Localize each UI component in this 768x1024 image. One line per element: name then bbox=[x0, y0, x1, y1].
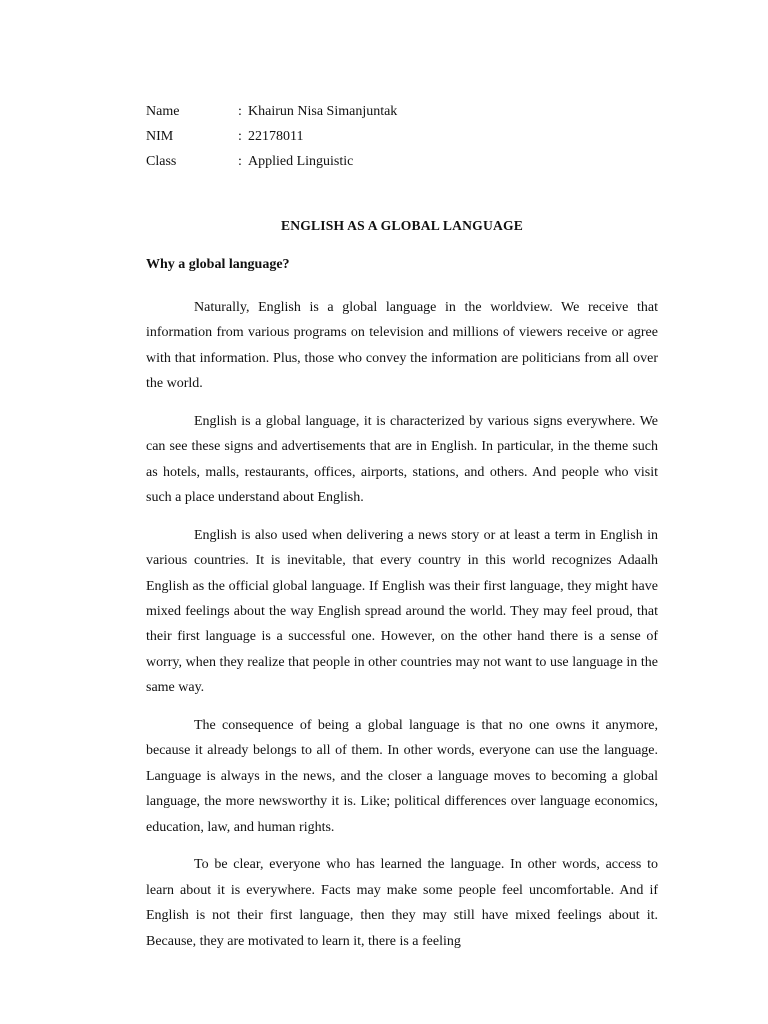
name-separator: : bbox=[238, 104, 242, 119]
paragraph-3: English is also used when delivering a news story or at least a term in English in various countries. It is inevitable, that every country in this world recognizes Adaalh English as the official global language. If English was their first language, they might have mixed feelings about the way English spread around the world. They may feel proud, that their first language is a successful one. However, on the other hand there is a sense of worry, when they realize that people in other countries may not want to use language in the same way. bbox=[146, 527, 658, 696]
name-value: Khairun Nisa Simanjuntak bbox=[248, 104, 398, 119]
class-separator: : bbox=[238, 154, 242, 169]
document-title: ENGLISH AS A GLOBAL LANGUAGE bbox=[280, 218, 524, 233]
class-label: Class bbox=[146, 154, 177, 169]
name-row bbox=[146, 102, 397, 127]
class-value: Applied Linguistic bbox=[248, 154, 354, 169]
nim-value: 22178011 bbox=[248, 129, 304, 144]
nim-row bbox=[146, 127, 397, 152]
paragraph-1: Naturally, English is a global language in the worldview. We receive that information from various programs on television and millions of viewers receive or agree with that information. Plus, those who convey the information are politicians from all over the world. bbox=[146, 300, 658, 392]
paragraph-2: English is a global language, it is characterized by various signs everywhere. We can see these signs and advertisements that are in English. In particular, in the theme such as hotels, malls, restaurants, offices, airports, stations, and others. And people who visit such a place understand about English. bbox=[146, 413, 658, 506]
paragraph-5: To be clear, everyone who has learned the language. In other words, access to learn about it is everywhere. Facts may make some people feel uncomfortable. And if English is not their first language, then they may still have mixed feelings about it. Because, they are motivated to learn it, there is a feeling bbox=[146, 857, 658, 949]
student-info-block bbox=[146, 102, 397, 177]
paragraph-4: The consequence of being a global language is that no one owns it anymore, because it already belongs to all of them. In other words, everyone can use the language. Language is always in the news, and the closer a language moves to becoming a global language, the more newsworthy it is. Like; political differences over language economics, education, law, and human rights. bbox=[146, 717, 658, 835]
nim-separator: : bbox=[238, 129, 242, 144]
body-text bbox=[146, 295, 658, 966]
name-label: Name bbox=[146, 104, 180, 119]
section-heading: Why a global language? bbox=[146, 257, 290, 272]
nim-label: NIM bbox=[146, 129, 174, 144]
class-row bbox=[146, 152, 397, 177]
